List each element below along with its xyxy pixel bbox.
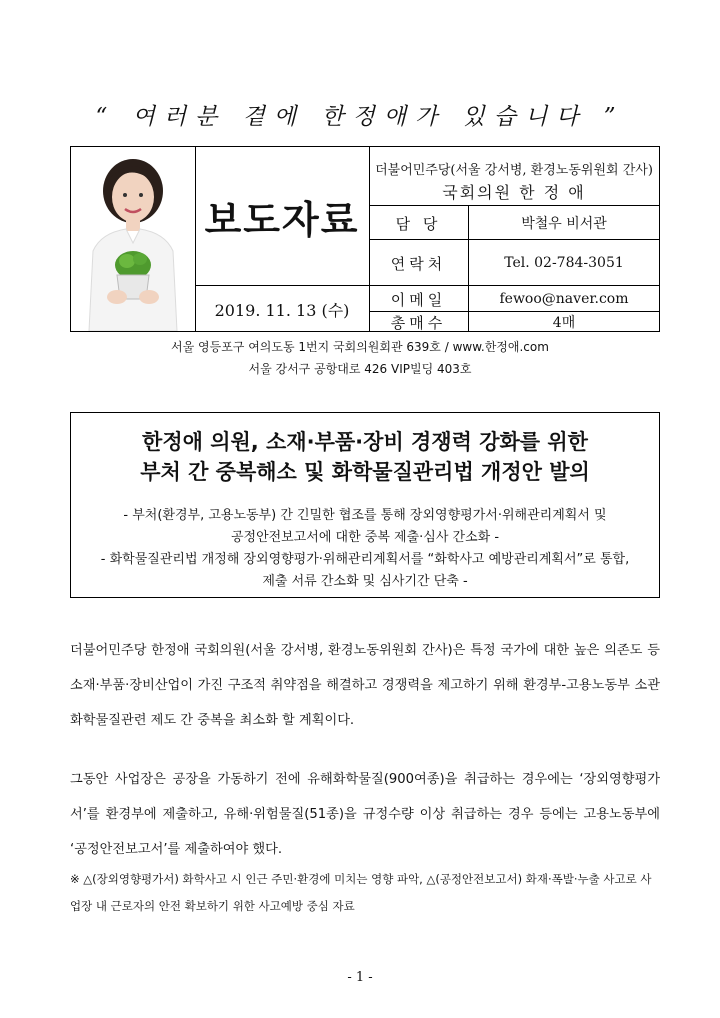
member-photo — [71, 147, 196, 331]
contact-value: fewoo@naver.com — [499, 291, 629, 307]
contact-row-email — [369, 285, 659, 312]
subheadline-1b: 공정안전보고서에 대한 중복 제출·심사 간소화 - — [230, 530, 500, 545]
page-number: - 1 - — [347, 970, 373, 985]
contact-value: 박철우 비서관 — [521, 216, 607, 232]
address-line-2: 서울 강서구 공항대로 426 VIP빌딩 403호 — [248, 362, 472, 376]
contact-label: 총매수 — [369, 312, 469, 332]
headline-title-1: 한정애 의원, 소재·부품·장비 경쟁력 강화를 위한 — [142, 430, 588, 454]
contact-value: Tel. 02-784-3051 — [504, 255, 624, 271]
headline-box — [70, 412, 660, 598]
portrait-image — [71, 147, 195, 331]
doc-type-title: 보도자료 — [195, 147, 370, 285]
slogan: “ 여러분 곁에 한정애가 있습니다 ” — [95, 104, 625, 130]
subheadline-2b: 제출 서류 간소화 및 심사기간 단축 - — [262, 574, 468, 589]
member-line: 국회의원 한 정 애 — [442, 183, 586, 202]
subheadline-1a: - 부처(환경부, 고용노동부) 간 긴밀한 협조를 통해 장외영향평가서·위해관리계획서 및 — [123, 508, 607, 523]
member-info — [369, 147, 659, 205]
contact-label: 담 당 — [369, 206, 469, 240]
body-paragraph-1: 더불어민주당 한정애 국회의원(서울 강서병, 환경노동위원회 간사)은 특정 국가에 대한 높은 의존도 등 소재·부품·장비산업이 가진 구조적 취약점을 해결하고 경쟁력을 제고하기 위해 환경부-고용노동부 소관 화학물질관련 제도 간 중복을 최소화 할 계획이다. — [70, 643, 660, 728]
body-paragraph-2: 그동안 사업장은 공장을 가동하기 전에 유해화학물질(900여종)을 취급하는 경우에는 ‘장외영향평가서’를 환경부에 제출하고, 유해·위험물질(51종)을 규정수량 이상 취급하는 경우 등에는 고용노동부에 ‘공정안전보고서’를 제출하여야 했다. — [70, 772, 660, 857]
contact-row-pages — [369, 311, 659, 332]
contact-label: 연락처 — [369, 240, 469, 286]
address-line-1: 서울 영등포구 여의도동 1번지 국회의원회관 639호 / www.한정애.com — [171, 340, 549, 354]
contact-label: 이메일 — [369, 286, 469, 312]
press-header-table — [70, 146, 660, 332]
subheadline-2a: - 화학물질관리법 개정해 장외영향평가·위해관리계획서를 “화학사고 예방관리계획서”로 통합, — [100, 552, 630, 567]
contact-value: 4매 — [552, 315, 576, 331]
release-date: 2019. 11. 13 (수) — [195, 285, 370, 332]
footnote: ※ △(장외영향평가서) 화학사고 시 인근 주민·환경에 미치는 영향 파악, △(공정안전보고서) 화재·폭발·누출 사고로 사업장 내 근로자의 안전 확보하기 위한 사고예방 중심 자료 — [70, 872, 652, 913]
contact-row-phone — [369, 239, 659, 286]
headline-title-2: 부처 간 중복해소 및 화학물질관리법 개정안 발의 — [140, 460, 590, 484]
party-line: 더불어민주당(서울 강서병, 환경노동위원회 간사) — [375, 163, 653, 178]
contact-row-manager — [369, 205, 659, 240]
